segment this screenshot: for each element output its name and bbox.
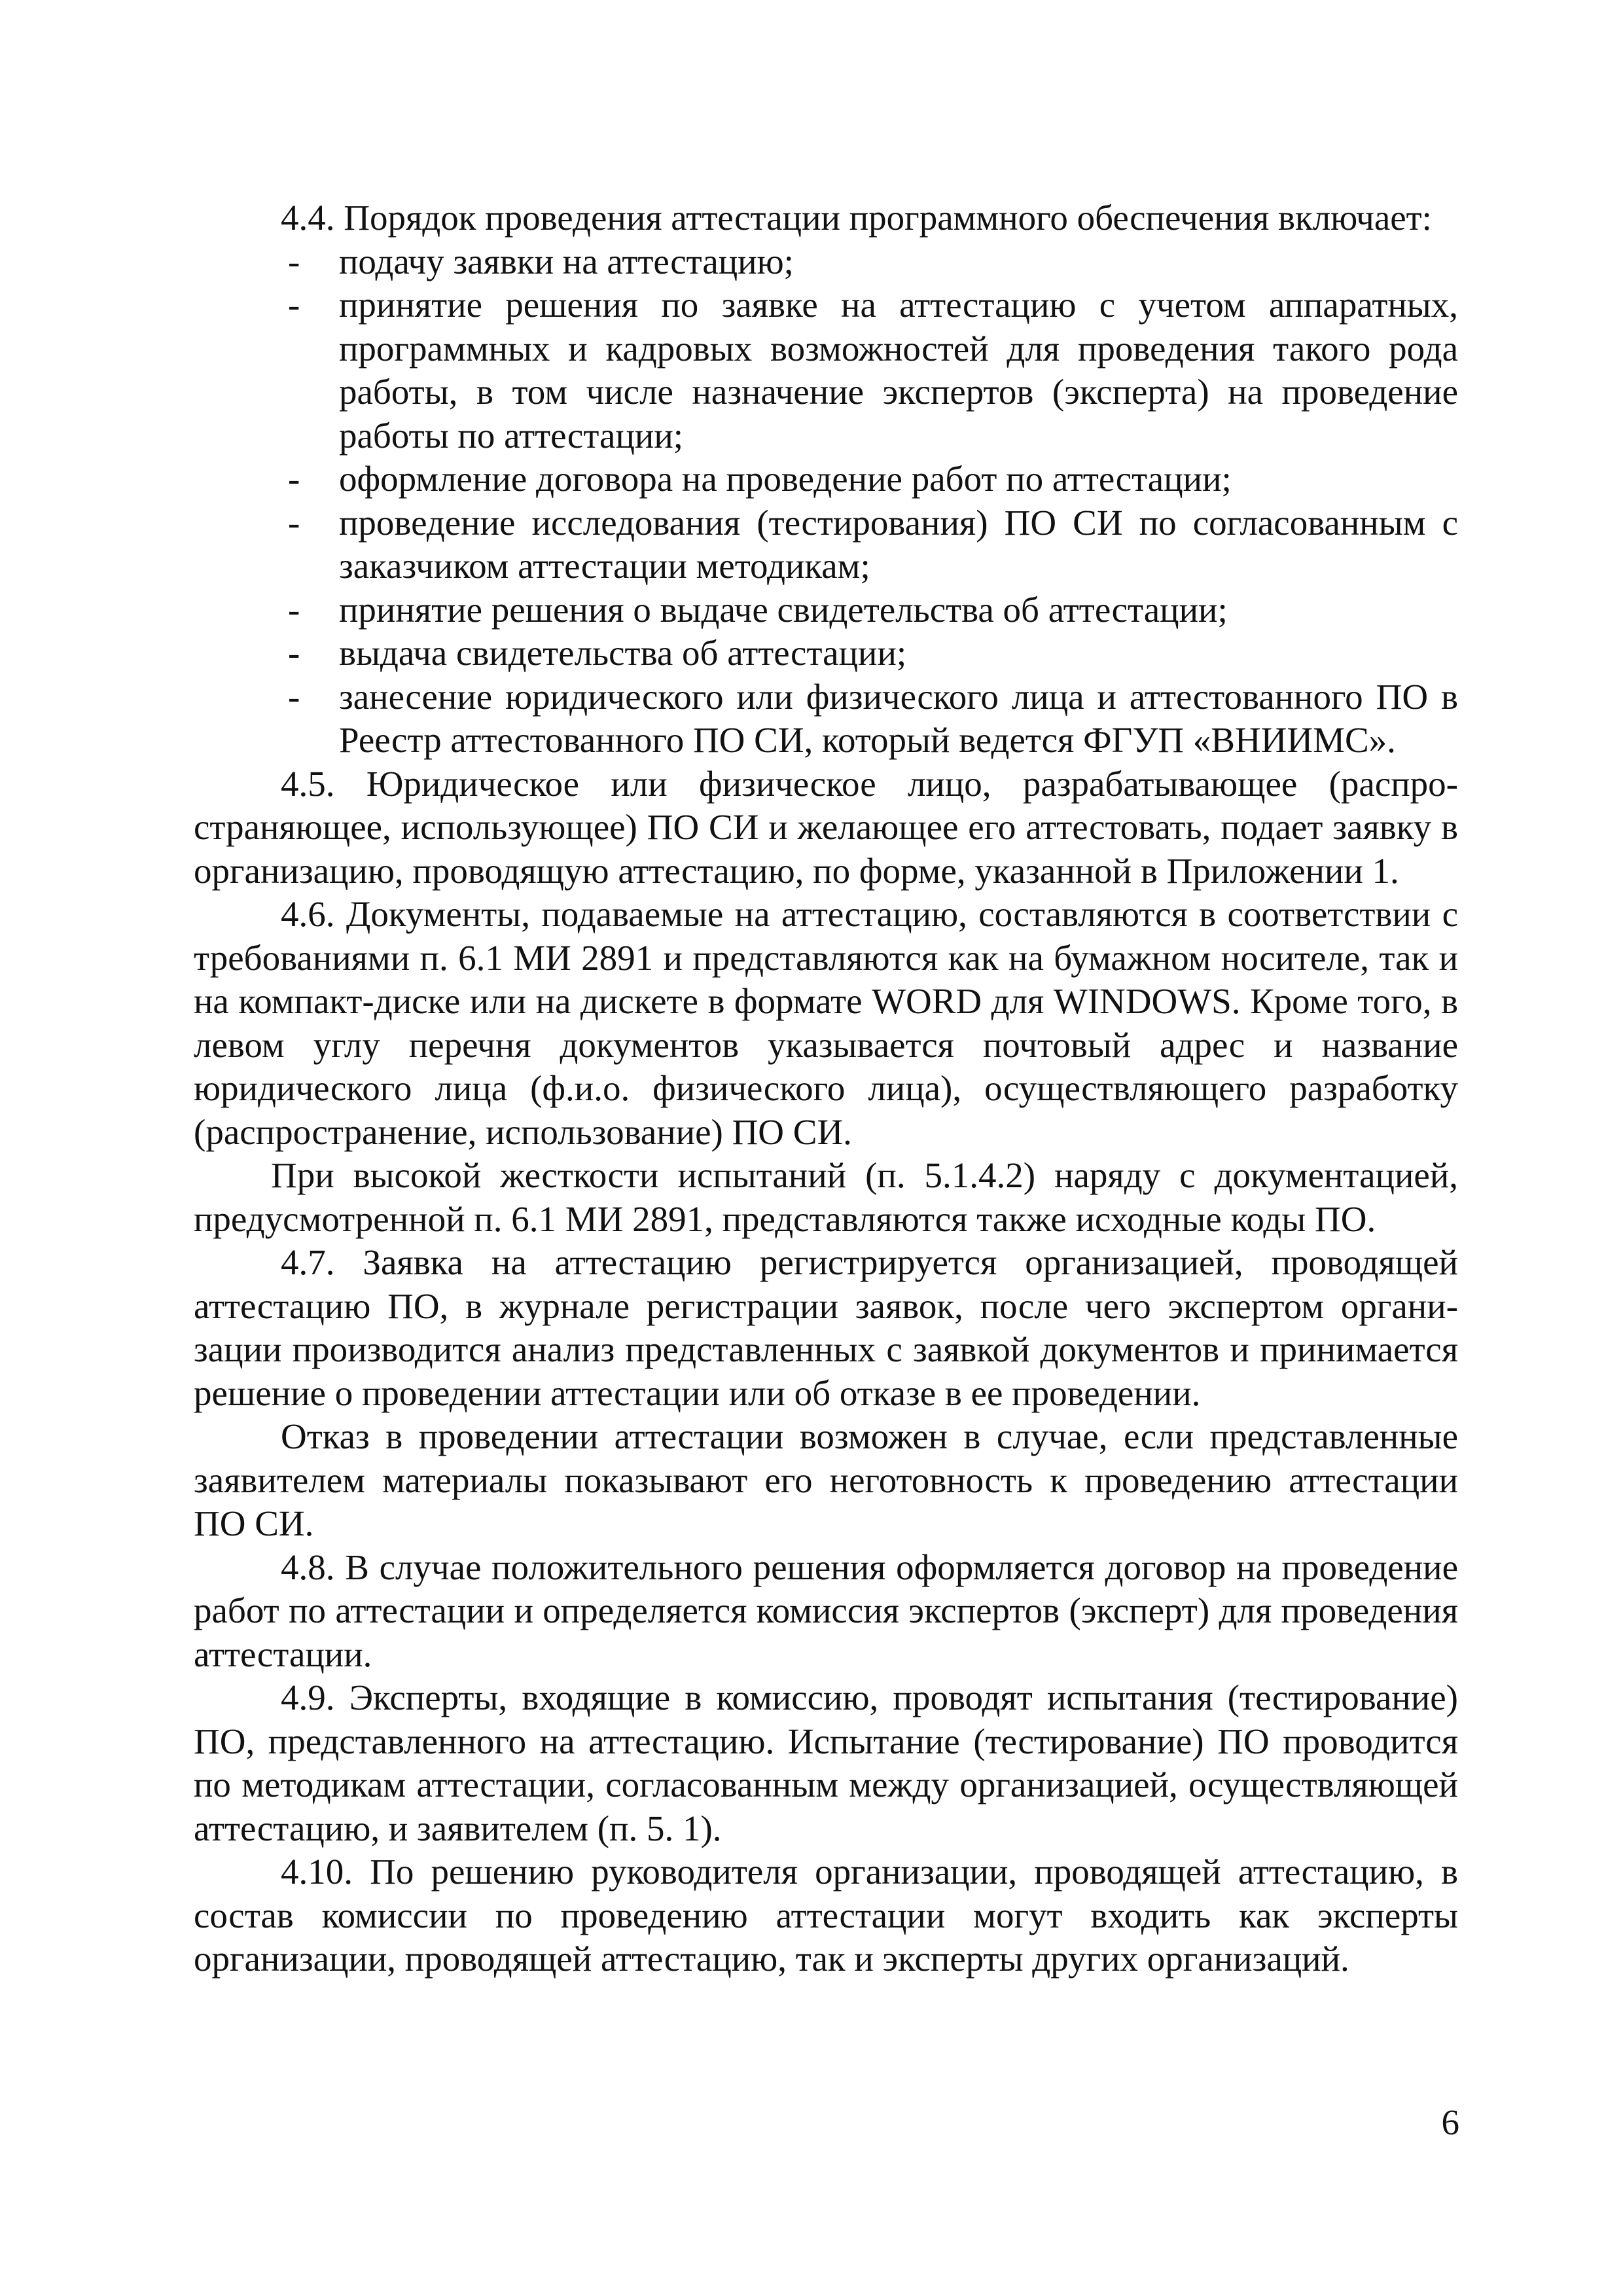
list-item: - выдача свидетельства об аттестации;: [339, 632, 1458, 675]
section-4-8: 4.8. В случае положительного решения оформляется договор на проведение работ по аттестации и определяется комиссия экспертов (эксперт) для проведения аттестации.: [194, 1547, 1458, 1674]
list-item: - подачу заявки на аттестацию;: [339, 240, 1458, 284]
section-4-7: 4.7. Заявка на аттестацию регистрируется организацией, проводящей аттестацию ПО, в журнале регистрации заявок, после чего экспертом организации производится анализ представленных с заявкой документов и принимается решение о проведении аттестации или об отказе в ее проведении.: [194, 1242, 1458, 1413]
list-item: - принятие решения по заявке на аттестацию с учетом аппаратных, программных и кадровых возможностей для проведения такого рода работы, в том числе назначение экспертов (эксперта) на проведение работы по аттестации;: [339, 283, 1458, 457]
list-item: - принятие решения о выдаче свидетельства об аттестации;: [339, 588, 1458, 632]
section-4-6-source-codes: При высокой жесткости испытаний (п. 5.1.4.2) наряду с документацией, предусмотренной п. 6.1 МИ 2891, представляются также исходные коды ПО.: [194, 1155, 1458, 1239]
page-number: 6: [1441, 2102, 1459, 2142]
section-4-6: 4.6. Документы, подаваемые на аттестацию, составляются в соответствии с требованиями п. 6.1 МИ 2891 и представляются как на бумажном носителе, так и на компакт-диске или на дискете в формате WORD для WINDOWS. Кроме того, в левом углу перечня документов указывается почтовый адрес и название юридического лица (ф.и.о. физического лица), осуществляющего разработку (распространение, использование) ПО СИ.: [194, 894, 1458, 1152]
list-item: - проведение исследования (тестирования) ПО СИ по согласованным с заказчиком аттестации методикам;: [339, 501, 1458, 588]
list-item: - оформление договора на проведение работ по аттестации;: [339, 457, 1458, 501]
section-4-7-refusal: Отказ в проведении аттестации возможен в случае, если представленные заявителем материалы показывают его неготовность к проведению аттестации ПО СИ.: [194, 1416, 1458, 1543]
section-4-10: 4.10. По решению руководителя организации, проводящей аттестацию, в состав комиссии по проведению аттестации могут входить как эксперты организации, проводящей аттестацию, так и эксперты других организаций.: [194, 1852, 1458, 1979]
list-item: - занесение юридического или физического лица и аттестованного ПО в Реестр аттестованного ПО СИ, который ведется ФГУП «ВНИИМС».: [339, 675, 1458, 762]
page-body: [194, 196, 1458, 1981]
section-4-9: 4.9. Эксперты, входящие в комиссию, проводят испытания (тестирование) ПО, представленного на аттестацию. Испытание (тестирование) ПО проводится по методикам аттестации, согласованным между организацией, осуществляющей аттестацию, и заявителем (п. 5. 1).: [194, 1677, 1458, 1848]
section-4-4-list: [194, 240, 1458, 762]
section-4-4-intro: 4.4. Порядок проведения аттестации программного обеспечения включает:: [281, 198, 1432, 238]
section-4-5: 4.5. Юридическое или физическое лицо, разрабатывающее (распространяющее, использующее) ПО СИ и желающее его аттестовать, подает заявку в организацию, проводящую аттестацию, по форме, указанной в Приложении 1.: [194, 763, 1458, 891]
